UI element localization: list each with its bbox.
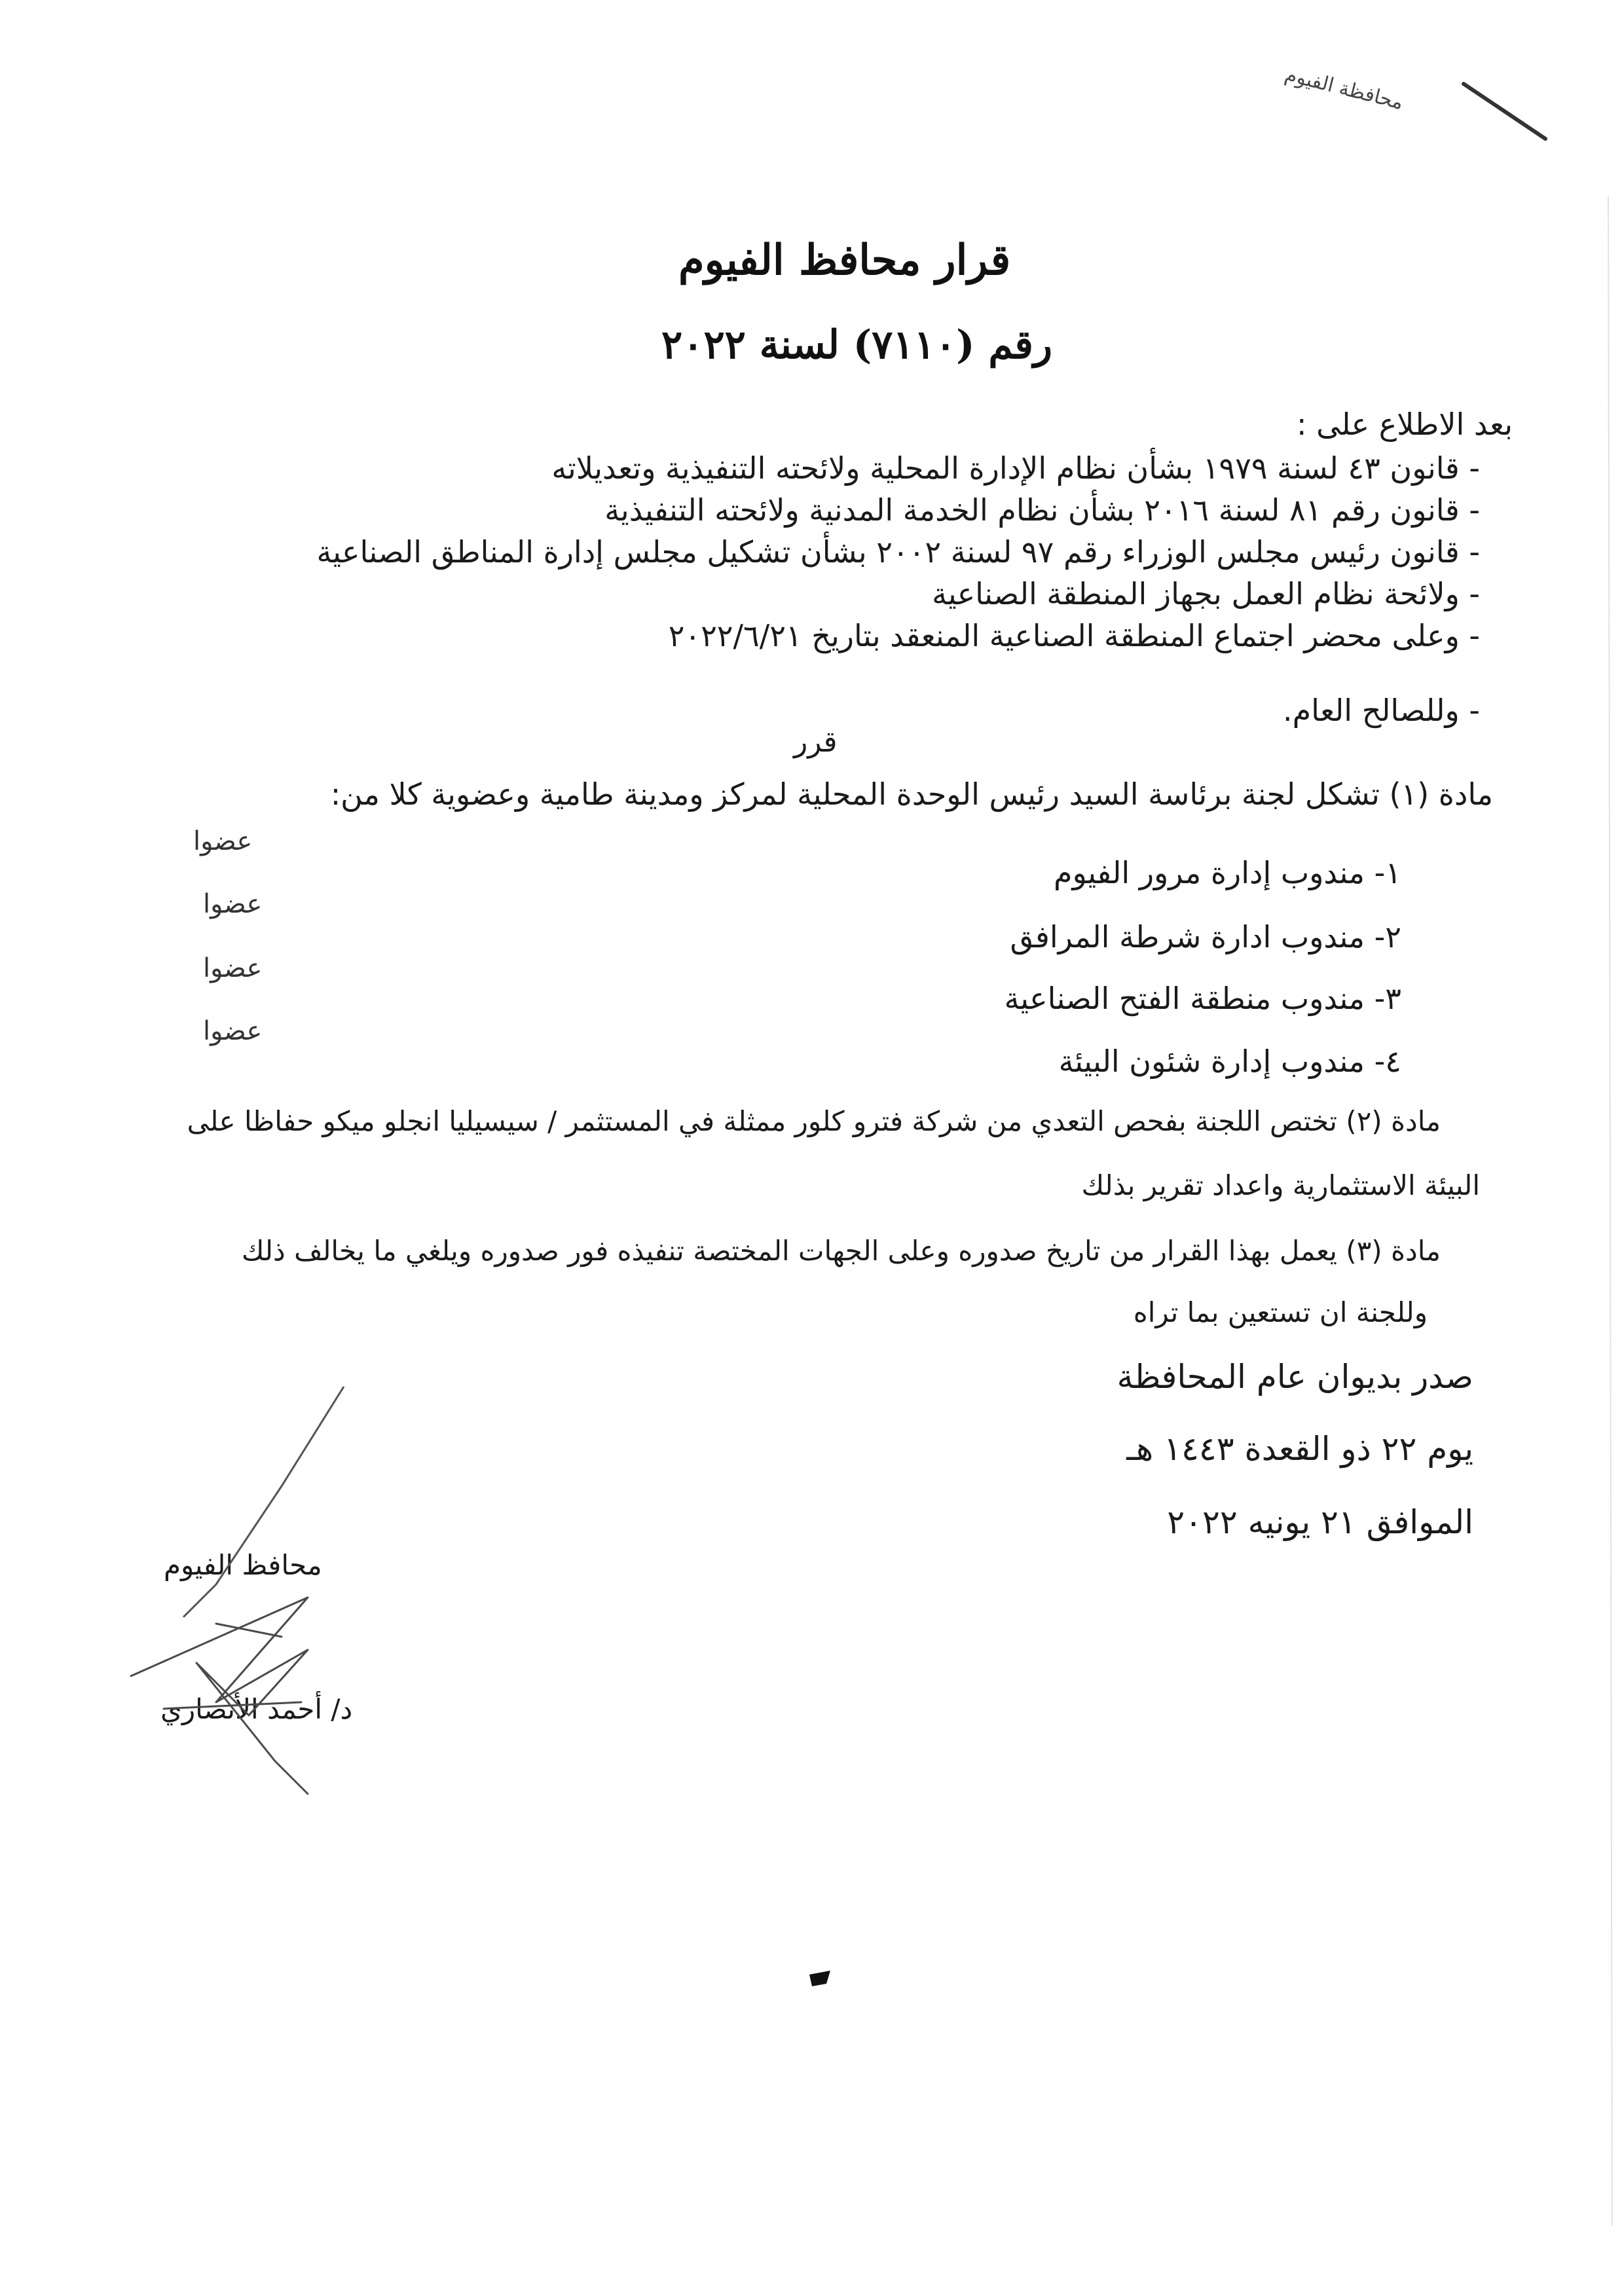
article-2-line-2: البيئة الاستثمارية واعداد تقرير بذلك bbox=[1081, 1169, 1480, 1201]
reference-2: - قانون رقم ٨١ لسنة ٢٠١٦ بشأن نظام الخدمة المدنية ولائحته التنفيذية bbox=[604, 492, 1480, 528]
member-4-role: عضوا bbox=[203, 1016, 263, 1046]
decree-title: قرار محافظ الفيوم bbox=[678, 236, 1011, 285]
header-stamp: محافظة الفيوم bbox=[1282, 63, 1406, 115]
article-3-line-1: مادة (٣) يعمل بهذا القرار من تاريخ صدوره وعلى الجهات المختصة تنفيذه فور صدوره ويلغي ما يخالف ذلك bbox=[241, 1235, 1441, 1267]
reference-6: - وللصالح العام. bbox=[1282, 693, 1480, 728]
signer-name: د/ أحمد الأنصاري bbox=[160, 1693, 353, 1725]
member-4: ٤- مندوب إدارة شئون البيئة bbox=[1058, 1044, 1401, 1079]
member-3: ٣- مندوب منطقة الفتح الصناعية bbox=[1004, 981, 1401, 1016]
reference-5: - وعلى محضر اجتماع المنطقة الصناعية المنعقد بتاريخ ٢٠٢٢/٦/٢١ bbox=[668, 618, 1480, 653]
decided-heading: قرر bbox=[794, 725, 838, 759]
member-2-role: عضوا bbox=[203, 889, 263, 919]
decree-number: رقم (٧١١٠) لسنة ٢٠٢٢ bbox=[661, 322, 1052, 368]
reference-3: - قانون رئيس مجلس الوزراء رقم ٩٧ لسنة ٢٠٠٢ بشأن تشكيل مجلس إدارة المناطق الصناعية bbox=[316, 534, 1480, 570]
issued-at: صدر بديوان عام المحافظة bbox=[1116, 1358, 1473, 1396]
reference-4: - ولائحة نظام العمل بجهاز المنطقة الصناعية bbox=[932, 576, 1480, 611]
hijri-date: يوم ٢٢ ذو القعدة ١٤٤٣ هـ bbox=[1126, 1430, 1473, 1468]
gregorian-date: الموافق ٢١ يونيه ٢٠٢٢ bbox=[1167, 1503, 1473, 1541]
member-2: ٢- مندوب ادارة شرطة المرافق bbox=[1010, 919, 1401, 955]
reference-1: - قانون ٤٣ لسنة ١٩٧٩ بشأن نظام الإدارة المحلية ولائحته التنفيذية وتعديلاته bbox=[551, 450, 1480, 486]
preamble: بعد الاطلاع على : bbox=[1296, 407, 1513, 442]
member-1: ١- مندوب إدارة مرور الفيوم bbox=[1054, 855, 1401, 890]
member-3-role: عضوا bbox=[203, 953, 263, 983]
member-1-role: عضوا bbox=[193, 826, 253, 856]
article-2-line-1: مادة (٢) تختص اللجنة بفحص التعدي من شركة فترو كلور ممثلة في المستثمر / سيسيليا انجلو ميكو حفاظا على bbox=[187, 1105, 1441, 1137]
article-3-line-2: وللجنة ان تستعين بما تراه bbox=[1133, 1296, 1428, 1328]
article-1: مادة (١) تشكل لجنة برئاسة السيد رئيس الوحدة المحلية لمركز ومدينة طامية وعضوية كلا من: bbox=[330, 776, 1493, 812]
signer-title: محافظ الفيوم bbox=[164, 1549, 322, 1581]
